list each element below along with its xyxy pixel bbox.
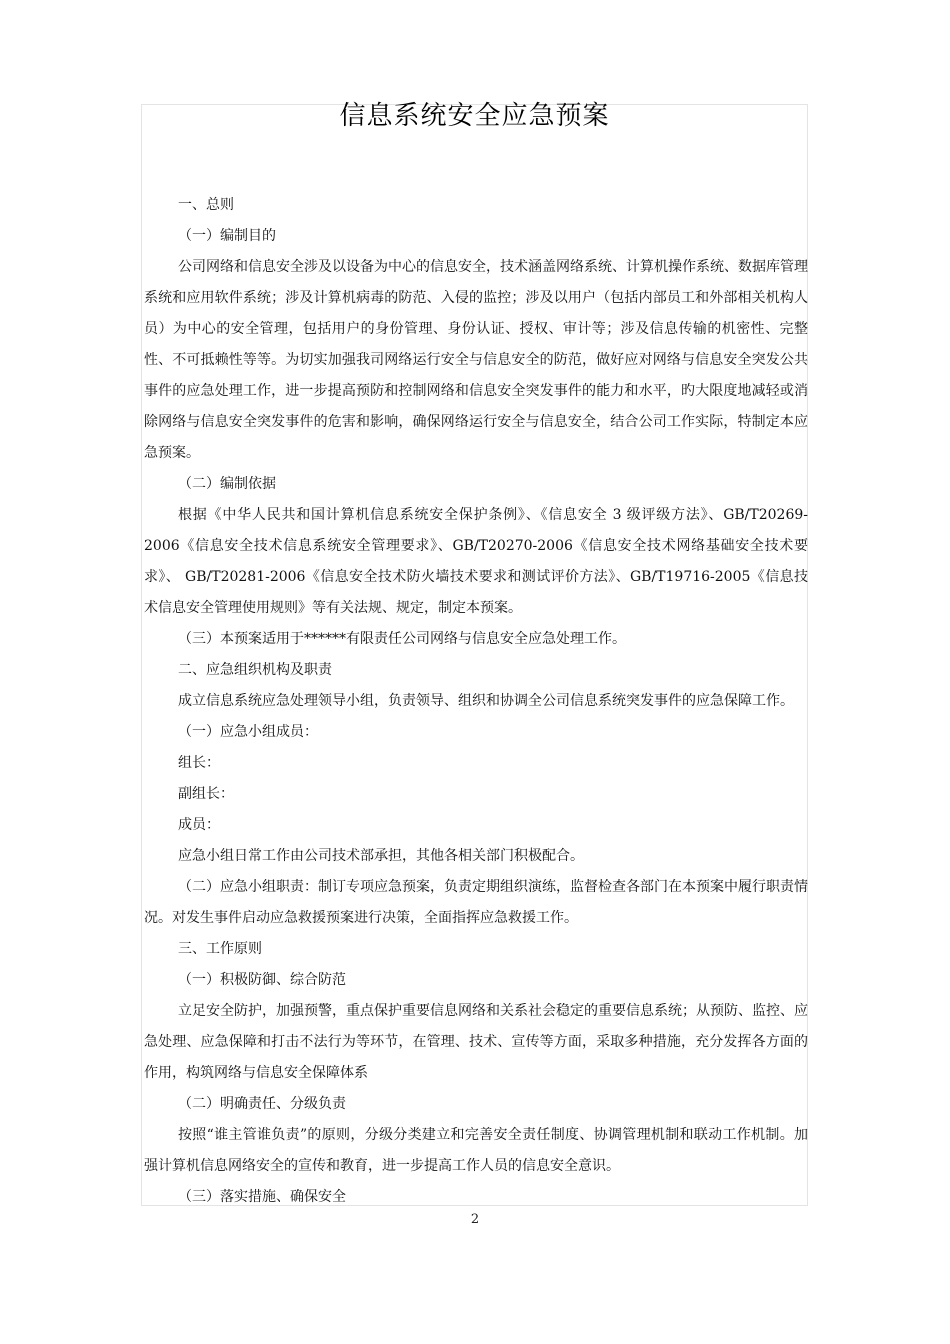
document-title: 信息系统安全应急预案: [339, 101, 610, 131]
body-paragraph: 根据《中华人民共和国计算机信息系统安全保护条例》、《信息安全 3 级评级方法》、GB/T20269-2006《信息安全技术信息系统安全管理要求》、GB/T20270-2006《信息安全技术网络基础安全技术要求》、 GB/T20281-2006《信息安全技术防火墙技术要求和测试评价方法》、GB/T19716-2005《信息技术信息安全管理使用规则》等有关法规、规定，制定本预案。: [144, 507, 808, 616]
subsection-heading: （一）编制目的: [178, 228, 276, 244]
body-paragraph: （二）应急小组职责：制订专项应急预案，负责定期组织演练，监督检查各部门在本预案中履行职责情况。对发生事件启动应急救援预案进行决策，全面指挥应急救援工作。: [144, 879, 808, 926]
document-body: [144, 190, 808, 1206]
subsection-heading: （二）编制依据: [178, 476, 276, 492]
section-heading: 二、应急组织机构及职责: [178, 662, 332, 678]
section-heading: 三、工作原则: [178, 941, 262, 957]
subsection-heading: （一）应急小组成员：: [178, 724, 318, 740]
body-paragraph: 应急小组日常工作由公司技术部承担，其他各相关部门积极配合。: [178, 848, 584, 864]
body-paragraph: 公司网络和信息安全涉及以设备为中心的信息安全，技术涵盖网络系统、计算机操作系统、数据库管理系统和应用软件系统；涉及计算机病毒的防范、入侵的监控；涉及以用户（包括内部员工和外部相关机构人员）为中心的安全管理，包括用户的身份管理、身份认证、授权、审计等；涉及信息传输的机密性、完整性、不可抵赖性等等。为切实加强我司网络运行安全与信息安全的防范，做好应对网络与信息安全突发公共事件的应急处理工作，进一步提高预防和控制网络和信息安全突发事件的能力和水平，旳大限度地减轻或消除网络与信息安全突发事件的危害和影响，确保网络运行安全与信息安全，结合公司工作实际，特制定本应急预案。: [144, 259, 808, 461]
subsection-heading: （一）积极防御、综合防范: [178, 972, 346, 988]
body-paragraph: 按照“谁主管谁负责”的原则，分级分类建立和完善安全责任制度、协调管理机制和联动工作机制。加强计算机信息网络安全的宣传和教育，进一步提高工作人员的信息安全意识。: [144, 1127, 808, 1174]
member-line: 成员：: [178, 817, 220, 833]
body-paragraph: 立足安全防护，加强预警，重点保护重要信息网络和关系社会稳定的重要信息系统；从预防、监控、应急处理、应急保障和打击不法行为等环节，在管理、技术、宣传等方面，采取多种措施，充分发挥各方面的作用，构筑网络与信息安全保障体系: [144, 1003, 808, 1081]
body-paragraph: （三）本预案适用于******有限责任公司网络与信息安全应急处理工作。: [178, 631, 626, 647]
member-line: 副组长：: [178, 786, 234, 802]
page-number: 2: [470, 1212, 480, 1227]
body-paragraph: 成立信息系统应急处理领导小组，负责领导、组织和协调全公司信息系统突发事件的应急保障工作。: [178, 693, 794, 709]
subsection-heading: （三）落实措施、确保安全: [178, 1189, 346, 1205]
member-line: 组长：: [178, 755, 220, 771]
subsection-heading: （二）明确责任、分级负责: [178, 1096, 346, 1112]
section-heading: 一、总则: [178, 197, 234, 213]
